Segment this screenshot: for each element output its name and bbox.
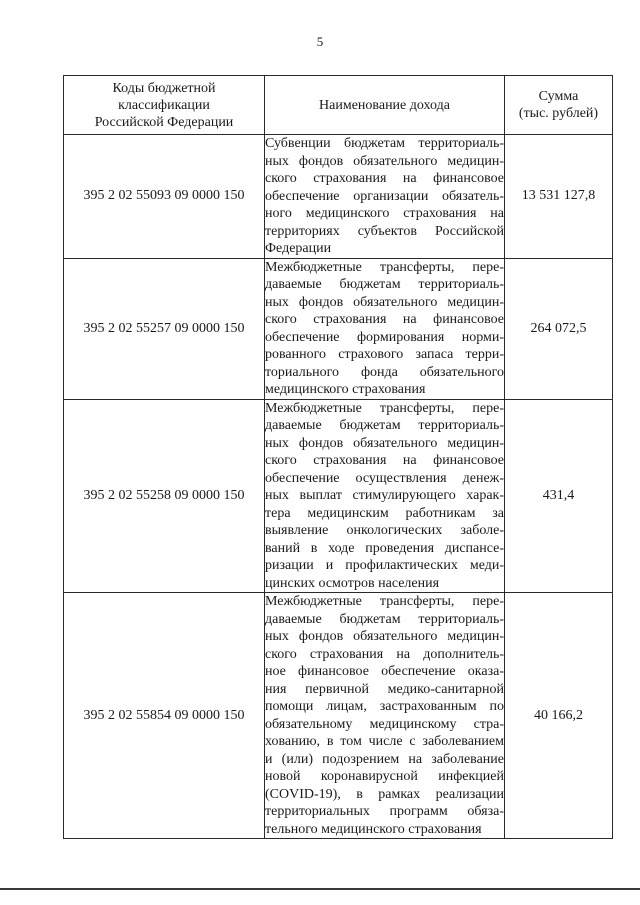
- revenue-name-line: даваемые бюджетам территориаль-: [265, 418, 504, 433]
- revenue-name-line: ния первичной медико-санитарной: [265, 681, 504, 697]
- header-line: классификации: [118, 97, 210, 113]
- revenue-name-line: тельного медицинского страхования: [265, 821, 482, 837]
- revenue-name-line: рованного страхового запаса терри-: [265, 347, 504, 362]
- revenue-name-line: Межбюджетные трансферты, пере-: [265, 259, 504, 275]
- revenue-name-line: цинских осмотров населения: [265, 575, 440, 591]
- revenue-name-line: новой коронавирусной инфекцией: [265, 769, 504, 784]
- revenue-name-line: (COVID-19), в рамках реализации: [265, 786, 504, 802]
- revenue-name-line: ского страхования на финансовое: [265, 312, 504, 327]
- revenue-name-line: и (или) подозрением на заболевание: [265, 751, 504, 767]
- revenue-name-line: ных фондов обязательного медицин-: [265, 629, 504, 644]
- table-row: [64, 135, 613, 259]
- revenue-name-line: даваемые бюджетам территориаль-: [265, 277, 504, 292]
- header-line: Российской Федерации: [94, 114, 234, 130]
- header-line: Коды бюджетной: [112, 80, 216, 96]
- revenue-name-line: Федерации: [265, 241, 332, 256]
- revenue-name-line: выявление онкологических заболе-: [265, 523, 504, 538]
- header-line: Сумма: [538, 89, 579, 104]
- page-number: 5: [316, 34, 324, 49]
- revenue-name-line: тера медицинским работникам за: [265, 505, 504, 521]
- revenue-name-line: ского страхования на финансовое: [265, 171, 504, 186]
- revenue-name-line: Межбюджетные трансферты, пере-: [265, 400, 504, 416]
- revenue-name-cell: [265, 399, 505, 593]
- revenue-name-line: помощи лицам, застрахованным по: [265, 699, 504, 714]
- revenue-name-line: ториального фонда обязательного: [265, 364, 504, 380]
- revenue-name-line: Межбюджетные трансферты, пере-: [265, 594, 504, 609]
- table-row: [64, 399, 613, 593]
- table-row: [64, 258, 613, 399]
- revenue-name-line: территориальных программ обяза-: [265, 804, 504, 819]
- table-body: [64, 135, 613, 839]
- header-amount: [505, 76, 613, 135]
- revenue-name-cell: [265, 135, 505, 259]
- amount-cell: 264 072,5: [505, 258, 613, 399]
- revenue-name-line: ных фондов обязательного медицин-: [265, 435, 504, 451]
- revenue-name-line: ного медицинского страхования на: [265, 206, 504, 221]
- header-revenue-name: Наименование дохода: [265, 76, 505, 135]
- header-line: (тыс. рублей): [518, 106, 599, 121]
- table-header-row: [64, 76, 613, 135]
- revenue-name-line: обязательному медицинскому стра-: [265, 716, 504, 732]
- budget-code-cell: 395 2 02 55854 09 0000 150: [64, 593, 265, 839]
- revenue-name-line: обеспечение формирования норми-: [265, 329, 504, 345]
- revenue-name-line: ных фондов обязательного медицин-: [265, 153, 504, 169]
- budget-code-cell: 395 2 02 55258 09 0000 150: [64, 399, 265, 593]
- revenue-table: [63, 75, 613, 839]
- revenue-name-line: даваемые бюджетам территориаль-: [265, 611, 504, 627]
- revenue-name-line: обеспечение организации обязатель-: [265, 188, 504, 204]
- budget-code-cell: 395 2 02 55257 09 0000 150: [64, 258, 265, 399]
- amount-cell: 431,4: [505, 399, 613, 593]
- header-budget-codes: [64, 76, 265, 135]
- revenue-name-line: ных фондов обязательного медицин-: [265, 294, 504, 310]
- revenue-name-cell: [265, 593, 505, 839]
- amount-cell: 40 166,2: [505, 593, 613, 839]
- revenue-name-cell: [265, 258, 505, 399]
- revenue-name-line: ризации и профилактических меди-: [265, 558, 504, 573]
- revenue-name-line: ского страхования на дополнитель-: [265, 646, 504, 662]
- amount-cell: 13 531 127,8: [505, 135, 613, 259]
- revenue-name-line: обеспечение осуществления денеж-: [265, 470, 504, 486]
- revenue-name-line: ского страхования на финансовое: [265, 453, 504, 468]
- revenue-name-line: Субвенции бюджетам территориаль-: [265, 136, 504, 151]
- budget-code-cell: 395 2 02 55093 09 0000 150: [64, 135, 265, 259]
- table-row: [64, 593, 613, 839]
- revenue-name-line: ное финансовое обеспечение оказа-: [265, 664, 504, 679]
- revenue-name-line: ваний в ходе проведения диспансе-: [265, 540, 504, 556]
- revenue-name-line: хованию, в том числе с заболеванием: [265, 734, 504, 749]
- revenue-name-line: медицинского страхования: [265, 382, 426, 397]
- revenue-name-line: территориях субъектов Российской: [265, 223, 504, 239]
- revenue-name-line: ных выплат стимулирующего харак-: [265, 488, 504, 503]
- page-bottom-divider: [0, 888, 640, 890]
